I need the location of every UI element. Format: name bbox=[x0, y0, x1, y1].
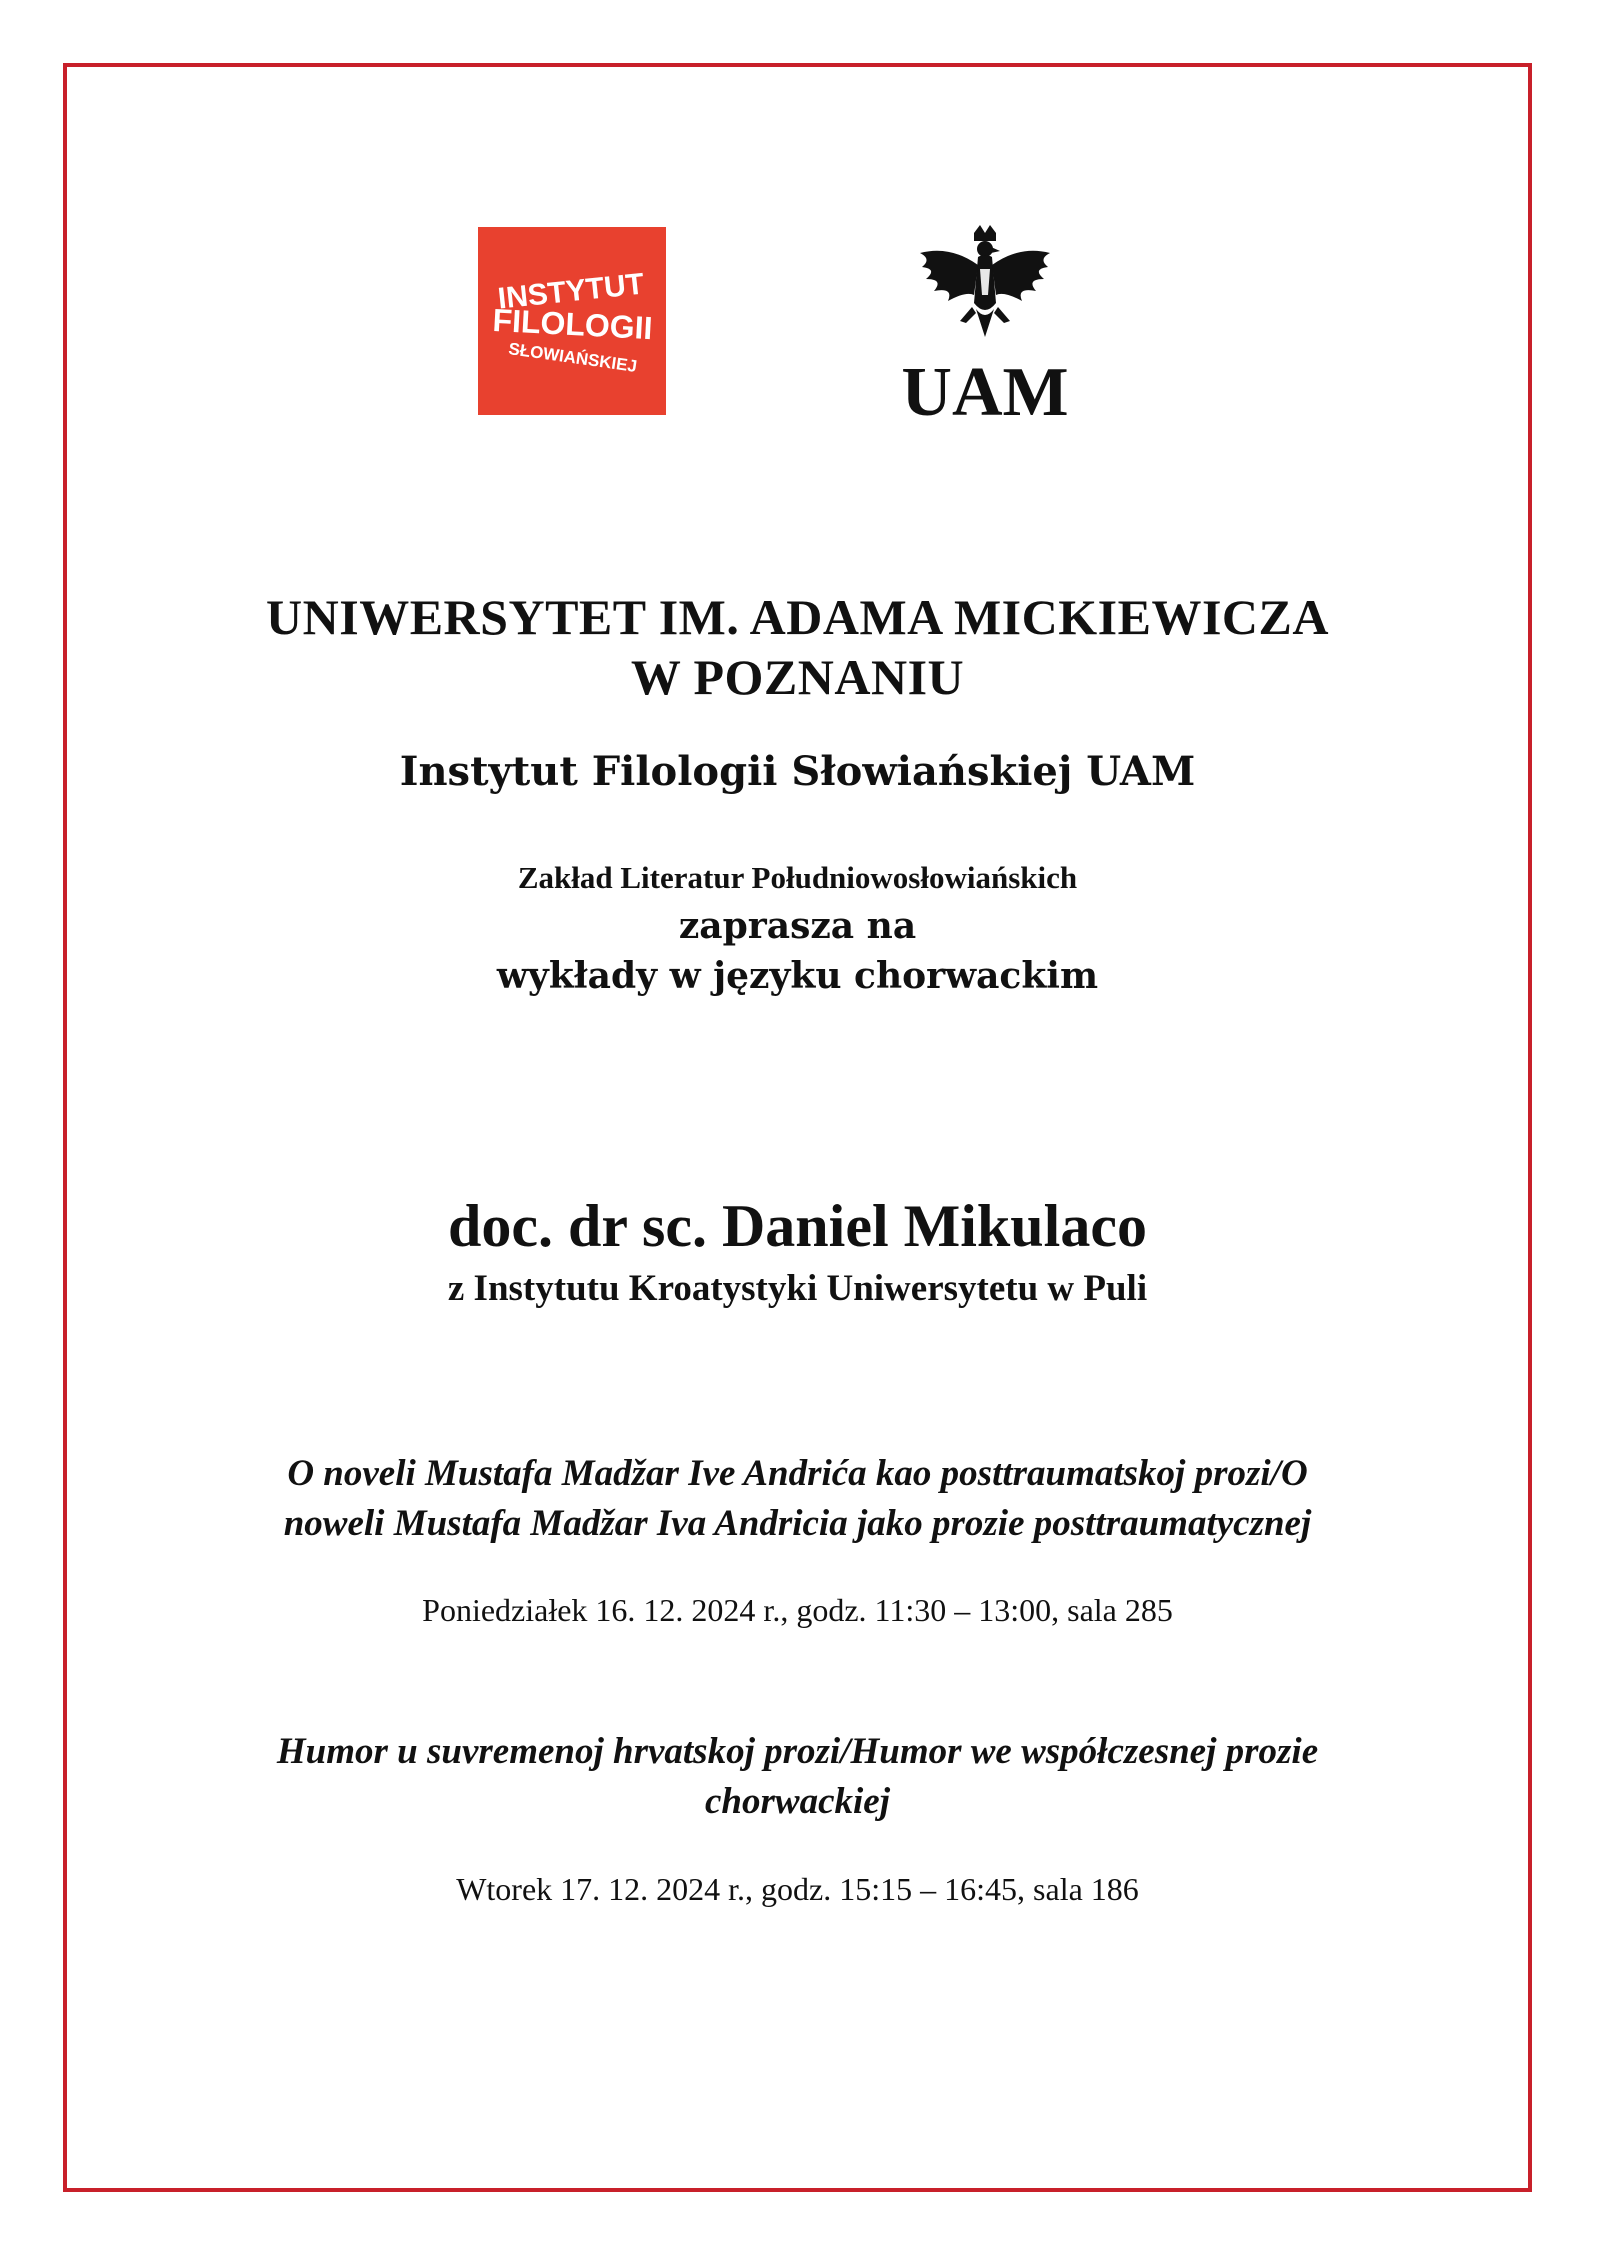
speaker-name: doc. dr sc. Daniel Mikulaco bbox=[448, 1193, 1147, 1259]
lecture-1-title-line2: noweli Mustafa Madžar Iva Andricia jako prozie posttraumatycznej bbox=[283, 1503, 1312, 1544]
invitation-line1: zaprasza na bbox=[678, 905, 917, 947]
ifs-logo-line3: SŁOWIAŃSKIEJ bbox=[507, 339, 639, 376]
speaker-affiliation: z Instytutu Kroatystyki Uniwersytetu w Puli bbox=[447, 1268, 1148, 1309]
lecture-2-title-line2: chorwackiej bbox=[705, 1781, 890, 1822]
ifs-logo bbox=[478, 227, 666, 415]
ifs-logo-line1: INSTYTUT bbox=[496, 267, 646, 316]
lecture-1-title-line1: O noveli Mustafa Madžar Ive Andrića kao posttraumatskoj prozi/O bbox=[287, 1453, 1308, 1494]
institute-name: Instytut Filologii Słowiańskiej UAM bbox=[399, 748, 1196, 795]
ifs-logo-icon bbox=[478, 227, 666, 415]
ifs-logo-line2: FILOLOGII bbox=[491, 301, 654, 347]
lecture-2-title-line1: Humor u suvremenoj hrvatskoj prozi/Humor we współczesnej prozie bbox=[276, 1731, 1319, 1772]
invitation-line2: wykłady w języku chorwackim bbox=[496, 955, 1099, 997]
lecture-1-datetime: Poniedziałek 16. 12. 2024 r., godz. 11:30 – 13:00, sala 285 bbox=[422, 1592, 1173, 1628]
lecture-2-datetime: Wtorek 17. 12. 2024 r., godz. 15:15 – 16:45, sala 186 bbox=[456, 1871, 1139, 1907]
uam-logo bbox=[900, 225, 1070, 425]
university-name-line2: W POZNANIU bbox=[630, 649, 965, 705]
department-name: Zakład Literatur Południowosłowiańskich bbox=[517, 860, 1078, 895]
eagle-emblem-icon bbox=[900, 225, 1070, 425]
university-name-line1: UNIWERSYTET IM. ADAMA MICKIEWICZA bbox=[266, 589, 1329, 645]
uam-logo-text: UAM bbox=[901, 354, 1069, 425]
